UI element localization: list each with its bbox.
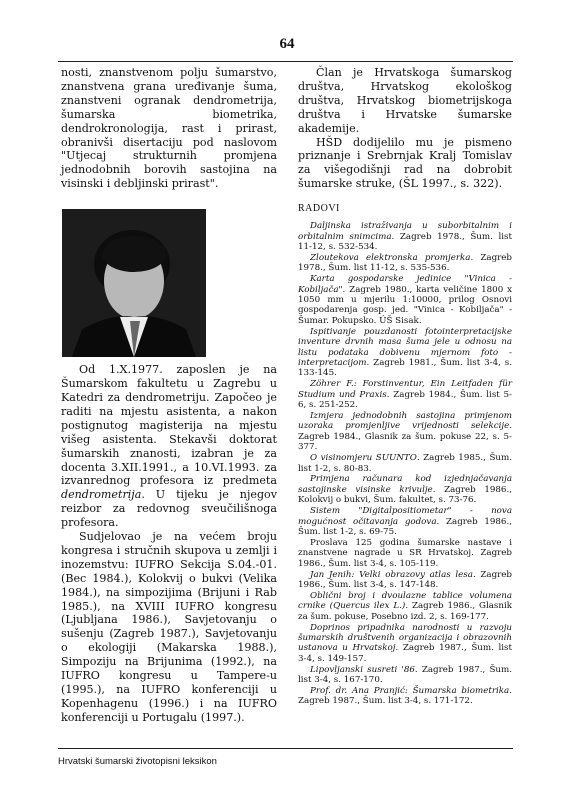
entry-details: . Zagreb 1986., Šum. list 1-2, s. 69-75. — [298, 516, 512, 537]
right-paragraph-1: Član je Hrvatskoga šumarskog društva, Hrvatskog ekološkog društva, Hrvatskog biometrijskoga društva i Hrvatske šumarske akademije. — [298, 66, 512, 135]
entry-title: Zöhrer F.: Forstinventur, Ein Leitfaden für Studium und Praxis — [298, 379, 512, 400]
bibliography-entry — [298, 474, 512, 505]
entry-details: . Zagreb 1986., Kolokvij o bukvi, Šum. fakultet, s. 73-76. — [298, 484, 512, 506]
header-rule — [58, 61, 513, 62]
bibliography-entry — [298, 379, 512, 410]
bibliography-entry — [298, 221, 512, 252]
entry-title: Karta gospodarske jedinice "Vinica - Kobiljača" — [298, 274, 512, 295]
bibliography-entry — [298, 327, 512, 379]
bibliography-entry — [298, 506, 512, 537]
page-number: 64 — [279, 36, 295, 52]
bibliography-entry — [298, 665, 512, 686]
radovi-heading: RADOVI — [298, 203, 340, 215]
bibliography-entry — [298, 274, 512, 326]
entry-title: Doprinos pripadnika narodnosti u razvoju šumarskih društvenih organizacija i obrazovnih ustanova u Hrvatskoj — [298, 622, 512, 654]
entry-details: . Zagreb 1981., Šum. list 3-4, s. 133-145. — [298, 357, 512, 379]
entry-title: Prof. dr. Ana Pranjić: Šumarska biometrika — [310, 686, 510, 697]
left-paragraph-1: nosti, znanstvenom polju šumarstvo, znanstvena grana uređivanje šuma, znanstveni ogranak dendrometrija, šumarska biometrika, dendrokronologija, rast i prirast, obranivši disertaciju pod naslovom "Utjecaj strukturnih promjena jednodobnih borovih sastojina na visinski i debljinski prirast". — [61, 66, 277, 191]
entry-details: . Zagreb 1987., Šum. list 3-4, s. 171-172. — [298, 686, 512, 707]
bibliography-entry — [298, 538, 512, 569]
left-column — [61, 66, 277, 725]
portrait-photo — [62, 209, 206, 357]
entry-title: Primjena računara kod izjednjačavanja sastojinske visinske krivulje — [298, 474, 512, 495]
entry-details: . Zagreb 1984., Šum. list 5-6, s. 251-252. — [298, 389, 512, 411]
entry-title: Ispitivanje pouzdanosti fotointerpretacijske inventure drvnih masa šuma jele u odnosu na listu podataka dobivenu mjernom foto - interpretacijom — [298, 326, 512, 368]
bibliography-entry — [298, 253, 512, 274]
portrait-image — [62, 209, 206, 357]
entry-details: . Zagreb 1980., karta veličine 1800 x 1050 mm u mjerilu 1:10000, prilog Osnovi gospodarenja gosp. jed. "Vinica - Kobiljača" - Šumar. Pokupsko. ÚŠ Sisak. — [298, 284, 512, 326]
left-paragraph-2: Od 1.X.1977. zaposlen je na Šumarskom fakultetu u Zagrebu u Katedri za dendrometriju. Započeo je raditi na mjestu asistenta, a nakon postignutog magisterija na mjestu višeg asistenta. Stekavši doktorat šumarskih znanosti, izabran je za docenta 3.XII.1991., a 10.VI.1993. za izvanrednog profesora iz predmeta dendrometrija. U tijeku je njegov reizbor za redovnog sveučilišnoga profesora. — [61, 363, 277, 530]
bibliography-entry — [298, 570, 512, 591]
entry-details: . Zagreb 1985., Šum. list 1-2, s. 80-83. — [298, 453, 513, 474]
entry-details: Proslava 125 godina šumarske nastave i znanstvene nagrade u SR Hrvatskoj. Zagreb 1986., Šum. list 3-4, s. 105-119. — [298, 537, 512, 569]
entry-title: Daljinska istraživanja u suborbitalnim i orbitalnim snimcima — [298, 221, 512, 242]
left-paragraph-3: Sudjelovao je na većem broju kongresa i stručnih skupova u zemlji i inozemstvu: IUFRO Sekcija S.04.-01. (Bec 1984.), Kolokvij o bukvi (Velika 1984.), na simpozijima (Brijuni i Rab 1985.), na XVIII IUFRO kongresu (Ljubljana 1986.), Savjetovanju o sušenju (Zagreb 1987.), Savjetovanju o ekologiji (Makarska 1988.), Simpoziju na Brijunima (1992.), na IUFRO kongresu u Tampere-u (1995.), na IUFRO konferenciji u Kopenhagenu (1996.) i na IUFRO konferenciji u Portugalu (1997.). — [61, 530, 277, 724]
entry-title: Jan Jenih: Velki obrazovy atlas lesa — [310, 569, 473, 580]
entry-details: . Zagreb 1978., Šum. list 11-12, s. 532-534. — [298, 231, 512, 252]
entry-title: Zloutekova elektronska promjerka — [310, 252, 471, 263]
entry-title: O visinomjeru SUUNTO — [310, 453, 417, 464]
bibliography-entry — [298, 453, 512, 474]
entry-title: Lipovljanski susreti '86 — [310, 664, 415, 675]
footer-text: Hrvatski šumarski životopisni leksikon — [58, 756, 217, 767]
right-paragraph-2: HŠD dodijelilo mu je pismeno priznanje i Srebrnjak Kralj Tomislav za višegodišnji rad na dobrobit šumarske struke, (ŠL 1997., s. 322). — [298, 135, 512, 191]
bibliography-entry — [298, 623, 512, 665]
entry-details: . Zagreb 1984., Glasnik za šum. pokuse 22, s. 5-377. — [298, 421, 512, 453]
entry-details: . Zagreb 1986., Glasnik za šum. pokuse, Posebno izd. 2, s. 169-177. — [298, 601, 512, 622]
entry-details: . Zagreb 1986., Šum. list 3-4, s. 147-148. — [298, 569, 512, 590]
footer-rule — [58, 748, 513, 749]
entry-details: . Zagreb 1987., Šum. list 3-4, s. 149-157. — [298, 643, 512, 664]
bibliography-entry — [298, 686, 512, 707]
bibliography-list — [298, 221, 512, 707]
entry-title: Oblični broj i dvoulazne tablice volumena crnike (Quercus ilex L.) — [298, 590, 512, 612]
bibliography-entry — [298, 591, 512, 622]
entry-title: Sistem "Digitalpositiometar" - nova mogućnost očitavanja godova — [298, 506, 512, 527]
entry-title: Izmjera jednodobnih sastojina primjenom uzoraka promjenljive vrijednosti selekcije — [298, 410, 512, 432]
entry-details: . Zagreb 1987., Šum. list 3-4, s. 167-170. — [298, 664, 512, 686]
bibliography-entry — [298, 411, 512, 453]
right-column — [298, 66, 512, 707]
entry-details: . Zagreb 1978., Šum. list 11-12, s. 535-536. — [298, 252, 512, 274]
